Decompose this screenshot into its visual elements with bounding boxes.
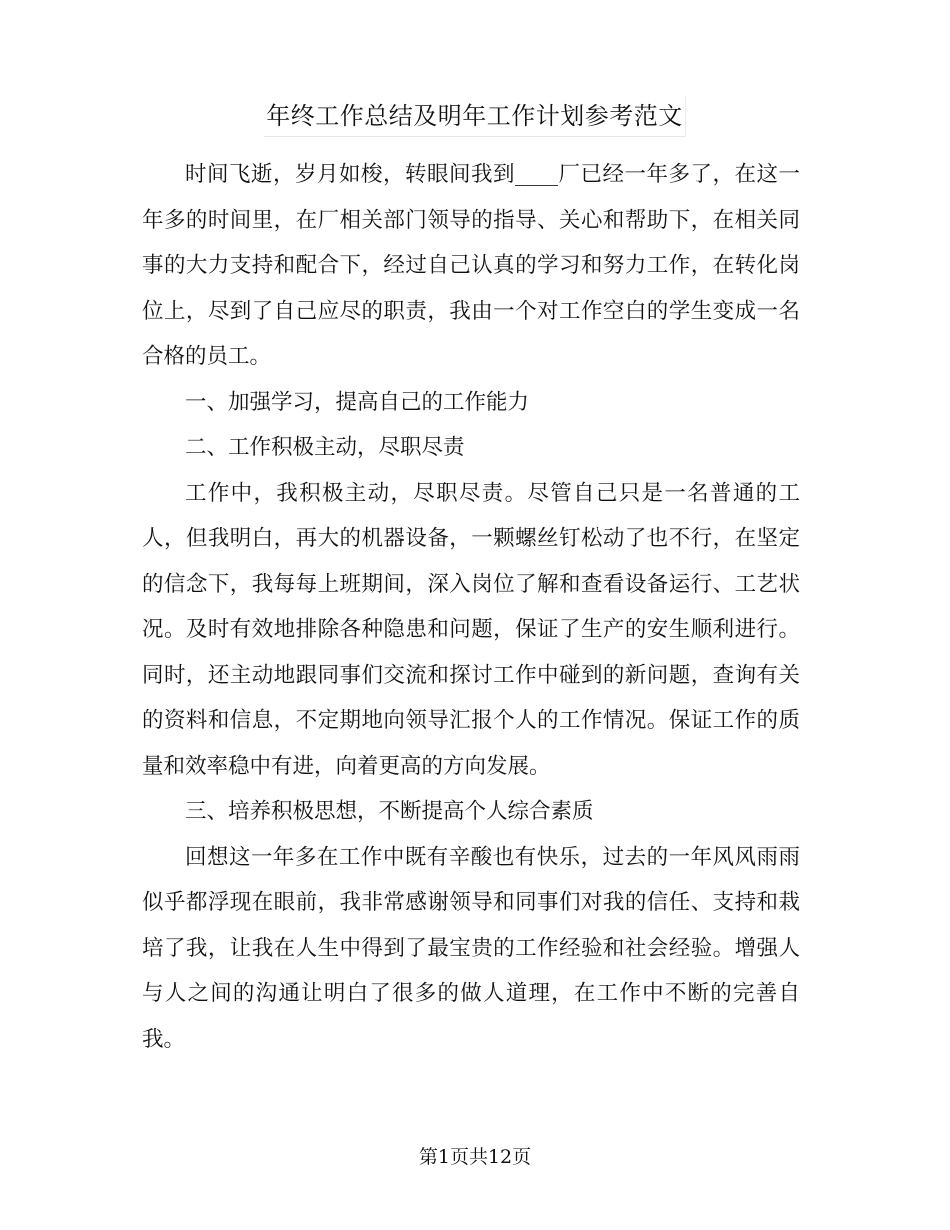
document-body [142,152,800,1062]
section-heading-2: 二、工作积极主动，尽职尽责 [185,435,465,460]
document-title-text: 年终工作总结及明年工作计划参考范文 [264,96,686,137]
document-title [0,96,950,137]
paragraph-work: 工作中，我积极主动，尽职尽责。尽管自己只是一名普通的工人，但我明白，再大的机器设备，一颗螺丝钉松动了也不行，在坚定的信念下，我每每上班期间，深入岗位了解和查看设备运行、工艺状况。及时有效地排除各种隐患和问题，保证了生产的安生顺利进行。同时，还主动地跟同事们交流和探讨工作中碰到的新问题，查询有关的资料和信息，不定期地向领导汇报个人的工作情况。保证工作的质量和效率稳中有进，向着更高的方向发展。 [142,480,800,779]
paragraph-reflection: 回想这一年多在工作中既有辛酸也有快乐，过去的一年风风雨雨似乎都浮现在眼前，我非常感谢领导和同事们对我的信任、支持和栽培了我，让我在人生中得到了最宝贵的工作经验和社会经验。增强人与人之间的沟通让明白了很多的做人道理，在工作中不断的完善自我。 [142,844,800,1052]
section-heading-1: 一、加强学习，提高自己的工作能力 [185,389,530,415]
page-number: 第1页共12页 [418,1146,532,1168]
paragraph-intro: 时间飞逝，岁月如梭，转眼间我到____厂已经一年多了，在这一年多的时间里，在厂相关部门领导的指导、关心和帮助下，在相关同事的大力支持和配合下，经过自己认真的学习和努力工作，在转化岗位上，尽到了自己应尽的职责，我由一个对工作空白的学生变成一名合格的员工。 [142,162,800,369]
section-heading-3: 三、培养积极思想，不断提高个人综合素质 [185,799,594,824]
